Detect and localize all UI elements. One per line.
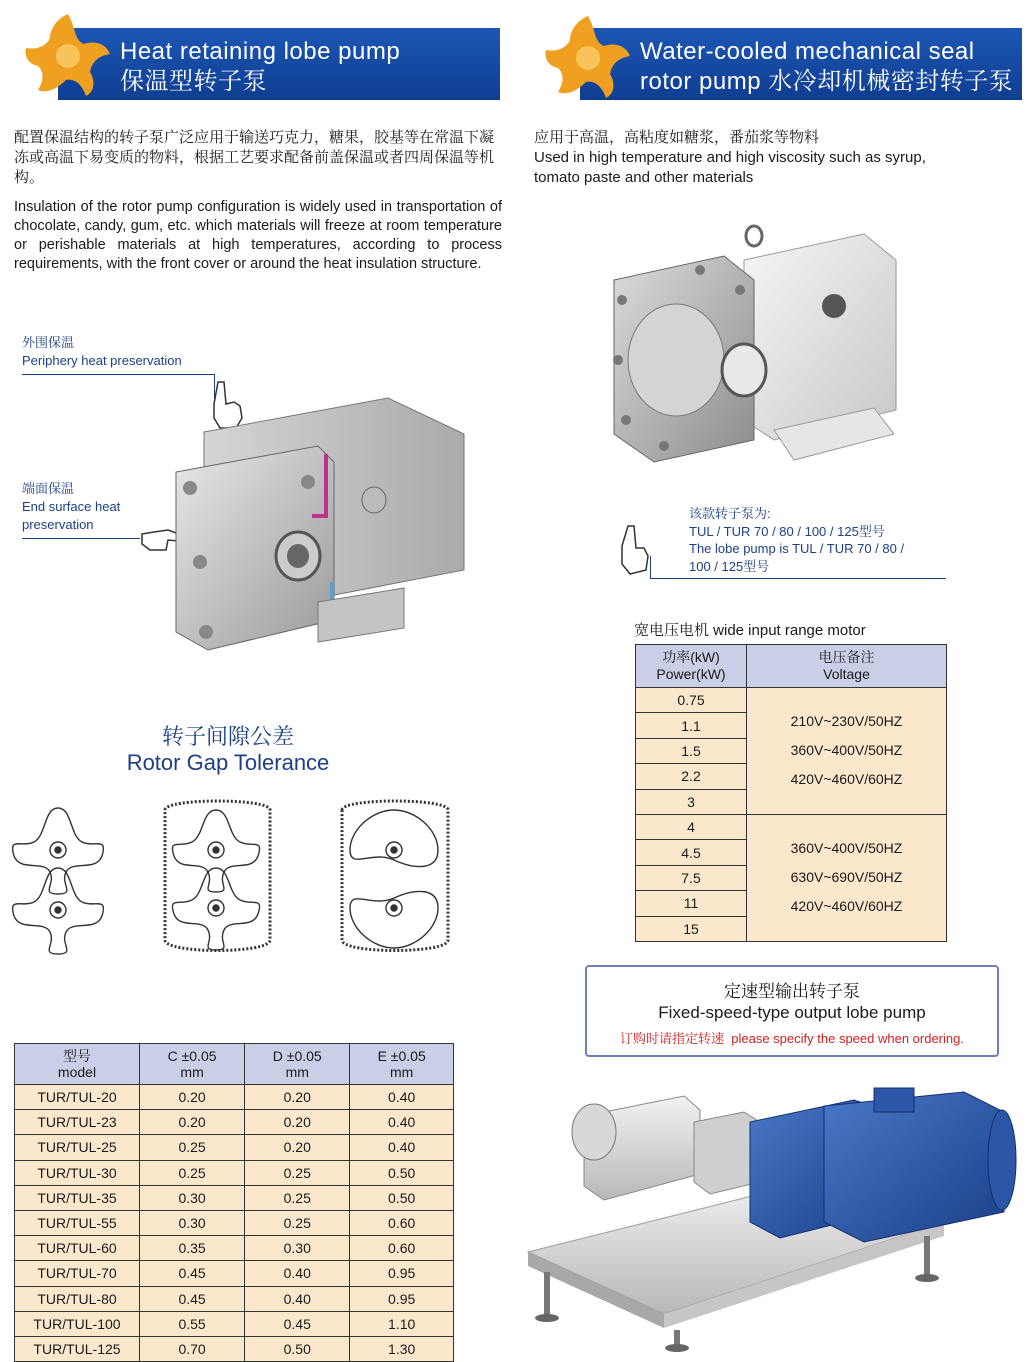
water-cooled-pump-image	[604, 220, 900, 468]
banner-title-cn: 保温型转子泵	[120, 68, 267, 95]
tolerance-value-cell: 1.10	[350, 1311, 454, 1336]
motor-power-cell: 0.75	[636, 688, 747, 713]
tolerance-value-cell: 0.25	[245, 1160, 350, 1185]
table-row	[15, 1286, 454, 1311]
motor-table-title: 宽电压电机 wide input range motor	[634, 622, 866, 639]
tolerance-model-cell: TUR/TUL-55	[15, 1210, 140, 1235]
periphery-label-cn: 外围保温	[22, 335, 75, 350]
end-surface-label-en-2: preservation	[22, 517, 94, 532]
heat-retaining-en-description: Insulation of the rotor pump configuration is widely used in transportation of chocolate, candy, gum, etc. which materials will freeze at room temperature or perishable materials at high temperatures, according to process requirements, with the front cover or around the heat insulation structure.	[14, 199, 502, 272]
motor-voltage-cell: 210V~230V/50HZ 360V~400V/50HZ 420V~460V/60HZ	[747, 688, 947, 815]
tolerance-value-cell: 0.50	[350, 1185, 454, 1210]
tolerance-value-cell: 0.40	[350, 1135, 454, 1160]
motor-power-cell: 1.5	[636, 738, 747, 763]
tolerance-model-cell: TUR/TUL-30	[15, 1160, 140, 1185]
tolerance-header-c: C ±0.05 mm	[140, 1044, 245, 1085]
tolerance-value-cell: 0.45	[140, 1261, 245, 1286]
motor-power-cell: 11	[636, 891, 747, 916]
tolerance-value-cell: 0.40	[350, 1110, 454, 1135]
tolerance-model-cell: TUR/TUL-60	[15, 1236, 140, 1261]
tolerance-header-d: D ±0.05 mm	[245, 1044, 350, 1085]
motor-power-cell: 1.1	[636, 713, 747, 738]
tolerance-value-cell: 0.70	[140, 1336, 245, 1361]
tolerance-value-cell: 0.40	[350, 1085, 454, 1110]
model-note-underline	[650, 578, 946, 579]
tolerance-value-cell: 0.45	[140, 1286, 245, 1311]
motor-voltage-cell: 360V~400V/50HZ 630V~690V/50HZ 420V~460V/60HZ	[747, 814, 947, 941]
motor-power-cell: 4.5	[636, 840, 747, 865]
table-row	[15, 1261, 454, 1286]
periphery-leader-line	[22, 374, 214, 375]
banner-heat-retaining	[58, 28, 500, 100]
rotor-gap-tolerance-table	[14, 1043, 454, 1362]
banner-title-en: Heat retaining lobe pump	[120, 38, 401, 65]
periphery-label	[22, 334, 182, 370]
rotor-gap-diagram	[10, 790, 460, 962]
tolerance-model-cell: TUR/TUL-25	[15, 1135, 140, 1160]
pointing-hand-icon	[616, 522, 652, 578]
table-row	[15, 1336, 454, 1361]
tolerance-value-cell: 0.25	[140, 1135, 245, 1160]
model-note-en-1: The lobe pump is TUL / TUR 70 / 80 /	[689, 541, 905, 556]
banner-title-en: Water-cooled mechanical seal	[640, 38, 975, 65]
tolerance-value-cell: 0.30	[140, 1185, 245, 1210]
tolerance-value-cell: 0.45	[245, 1311, 350, 1336]
model-note-leader-line	[650, 556, 651, 578]
tolerance-value-cell: 0.20	[140, 1110, 245, 1135]
table-row	[15, 1210, 454, 1235]
tolerance-value-cell: 1.30	[350, 1336, 454, 1361]
tolerance-value-cell: 0.50	[245, 1336, 350, 1361]
end-surface-label-cn: 端面保温	[22, 481, 75, 496]
tolerance-value-cell: 0.25	[140, 1160, 245, 1185]
tolerance-model-cell: TUR/TUL-23	[15, 1110, 140, 1135]
motor-power-cell: 2.2	[636, 764, 747, 789]
banner-title-cn: rotor pump 水冷却机械密封转子泵	[640, 68, 1014, 95]
table-row	[15, 1135, 454, 1160]
tolerance-value-cell: 0.20	[140, 1085, 245, 1110]
tolerance-header-e: E ±0.05 mm	[350, 1044, 454, 1085]
tolerance-value-cell: 0.20	[245, 1135, 350, 1160]
table-row	[15, 1085, 454, 1110]
table-row	[15, 1236, 454, 1261]
tolerance-value-cell: 0.40	[245, 1286, 350, 1311]
tolerance-value-cell: 0.95	[350, 1286, 454, 1311]
tolerance-model-cell: TUR/TUL-80	[15, 1286, 140, 1311]
heat-retaining-cn-description: 配置保温结构的转子泵广泛应用于输送巧克力，糖果，胶基等在常温下凝冻或高温下易变质的物料，根据工艺要求配备前盖保温或者四周保温等机构。	[14, 129, 495, 186]
end-surface-label-en-1: End surface heat	[22, 499, 121, 514]
tolerance-model-cell: TUR/TUL-100	[15, 1311, 140, 1336]
orange-star-icon	[542, 12, 634, 102]
tolerance-model-cell: TUR/TUL-70	[15, 1261, 140, 1286]
fixed-speed-title-cn: 定速型输出转子泵	[724, 982, 860, 1001]
fixed-speed-note-cn: 订购时请指定转速	[620, 1031, 725, 1046]
water-cooled-cn-description: 应用于高温，高粘度如糖浆，番茄浆等物料	[534, 129, 820, 146]
banner-water-cooled	[580, 28, 1022, 100]
motor-power-cell: 3	[636, 789, 747, 814]
motor-header-voltage: 电压备注 Voltage	[747, 645, 947, 688]
model-note	[689, 505, 904, 575]
orange-star-icon	[22, 10, 114, 100]
tolerance-model-cell: TUR/TUL-35	[15, 1185, 140, 1210]
model-note-cn: 该款转子泵为:	[689, 506, 771, 521]
rotor-gap-title-cn: 转子间隙公差	[161, 724, 294, 749]
fixed-speed-title-en: Fixed-speed-type output lobe pump	[658, 1003, 926, 1022]
motor-power-cell: 7.5	[636, 865, 747, 890]
end-surface-leader-line	[22, 538, 140, 539]
motor-table	[635, 644, 947, 942]
tolerance-value-cell: 0.30	[140, 1210, 245, 1235]
motor-power-cell: 4	[636, 814, 747, 839]
tolerance-value-cell: 0.60	[350, 1210, 454, 1235]
tolerance-value-cell: 0.25	[245, 1185, 350, 1210]
motor-power-cell: 15	[636, 916, 747, 941]
model-note-cn-2: TUL / TUR 70 / 80 / 100 / 125型号	[689, 523, 885, 539]
rotor-gap-title-en: Rotor Gap Tolerance	[126, 750, 330, 775]
water-cooled-en-description-2: tomato paste and other materials	[534, 169, 754, 186]
table-row	[15, 1110, 454, 1135]
model-note-en-2: 100 / 125型号	[689, 558, 770, 574]
tolerance-value-cell: 0.30	[245, 1236, 350, 1261]
heat-retaining-pump-image	[168, 392, 468, 654]
tolerance-header-model: 型号 model	[15, 1044, 140, 1085]
tolerance-model-cell: TUR/TUL-125	[15, 1336, 140, 1361]
motor-header-power: 功率(kW) Power(kW)	[636, 645, 747, 688]
end-surface-label	[22, 480, 120, 534]
table-row	[15, 1185, 454, 1210]
tolerance-value-cell: 0.60	[350, 1236, 454, 1261]
fixed-speed-note	[587, 1028, 997, 1047]
tolerance-value-cell: 0.20	[245, 1110, 350, 1135]
tolerance-model-cell: TUR/TUL-20	[15, 1085, 140, 1110]
tolerance-value-cell: 0.25	[245, 1210, 350, 1235]
table-row	[15, 1160, 454, 1185]
tolerance-value-cell: 0.95	[350, 1261, 454, 1286]
fixed-speed-box	[585, 965, 999, 1057]
fixed-speed-note-en: please specify the speed when ordering.	[731, 1031, 964, 1046]
table-row	[15, 1311, 454, 1336]
tolerance-value-cell: 0.20	[245, 1085, 350, 1110]
tolerance-value-cell: 0.50	[350, 1160, 454, 1185]
tolerance-value-cell: 0.40	[245, 1261, 350, 1286]
tolerance-value-cell: 0.55	[140, 1311, 245, 1336]
water-cooled-en-description-1: Used in high temperature and high viscosity such as syrup,	[534, 149, 926, 166]
fixed-speed-pump-image	[524, 1082, 1020, 1354]
tolerance-value-cell: 0.35	[140, 1236, 245, 1261]
periphery-label-en: Periphery heat preservation	[22, 353, 182, 368]
